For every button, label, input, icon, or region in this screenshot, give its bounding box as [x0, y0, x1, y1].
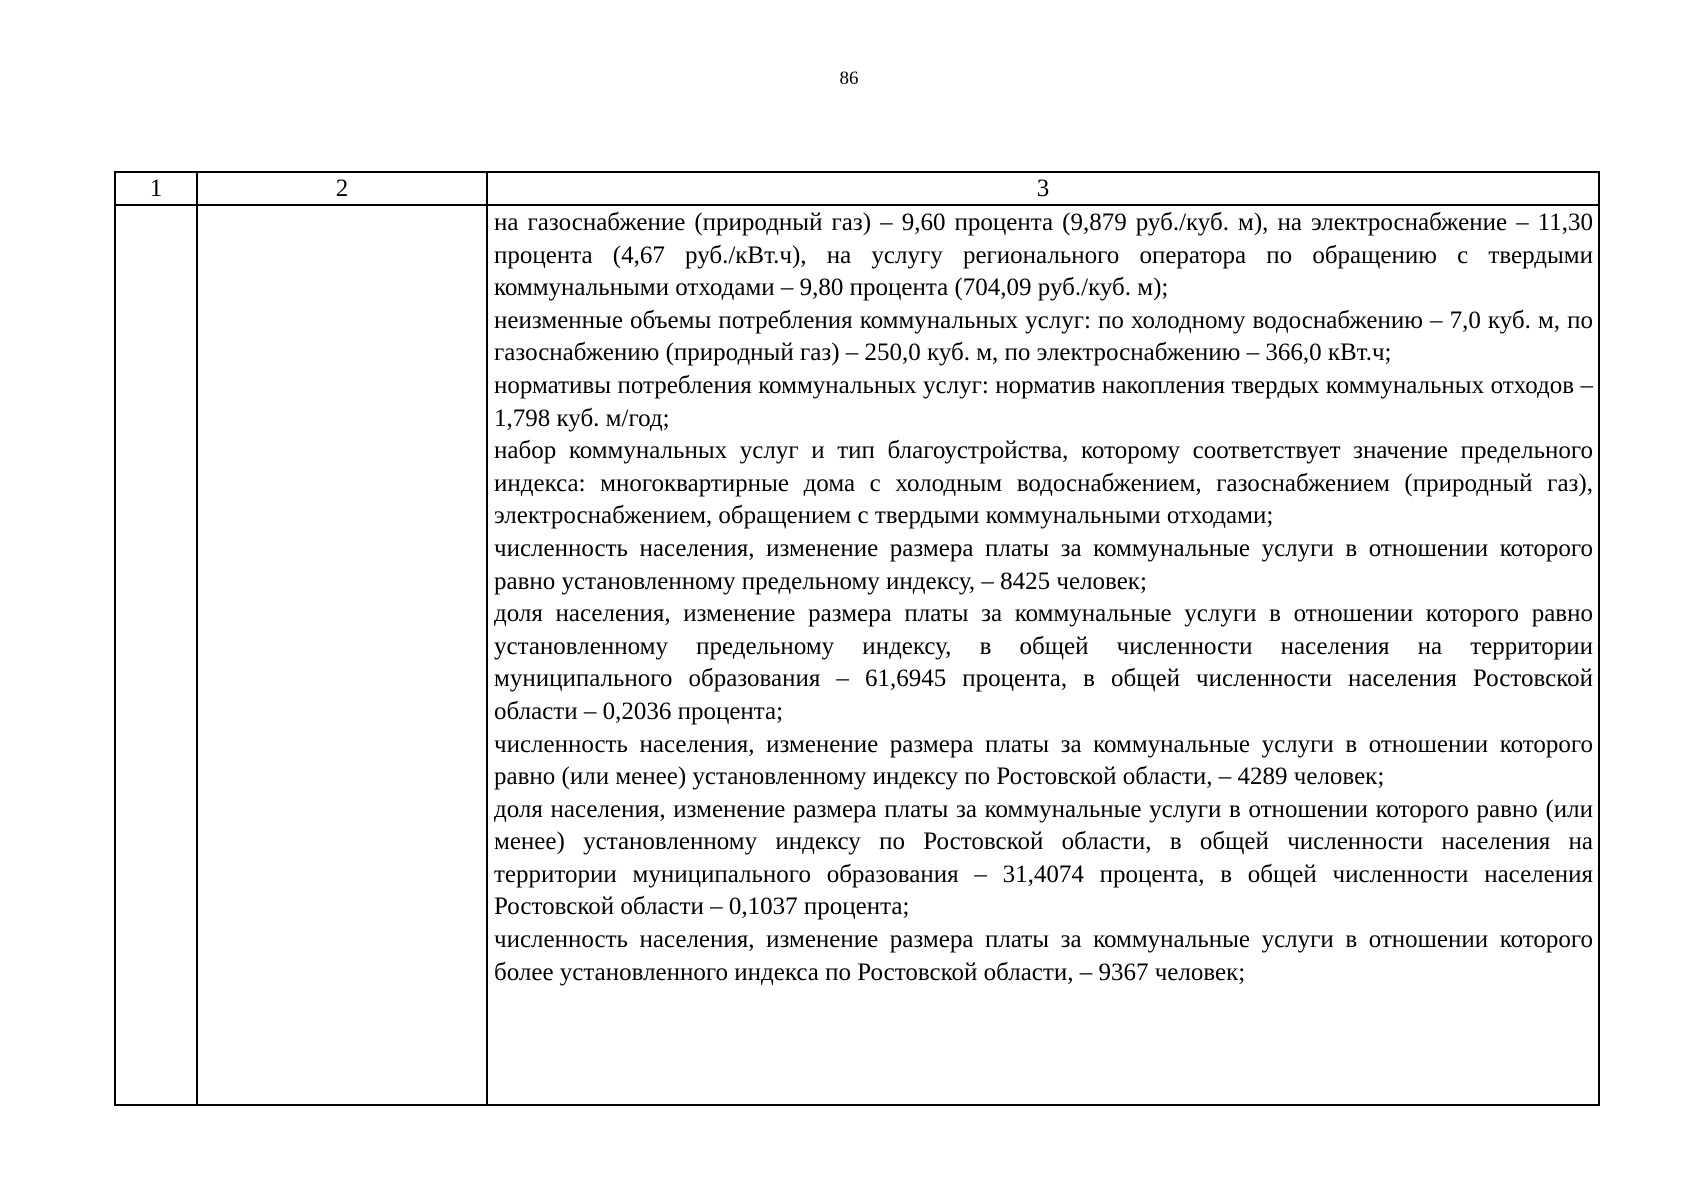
page-number: 86 [839, 68, 859, 89]
table-row [115, 205, 1599, 1105]
paragraph-share-equal: доля населения, изменение размера платы за коммунальные услуги в отношении которого равно установленному предельному индексу, в общей численности населения на территории муниципального образования – 61,6945 процента, в общей численности населения Ростовской области – 0,2036 процента; [494, 600, 1593, 725]
column-header-1: 1 [115, 172, 197, 205]
column-header-3: 3 [487, 172, 1599, 205]
paragraph-tariff-increase: на газоснабжение (природный газ) – 9,60 процента (9,879 руб./куб. м), на электроснабжение – 11,30 процента (4,67 руб./кВт.ч), на услугу регионального оператора по обращению с твердыми коммунальными отходами – 9,80 процента (704,09 руб./куб. м); [494, 209, 1593, 302]
column-header-2: 2 [197, 172, 487, 205]
table-header-row [115, 172, 1599, 205]
paragraph-consumption-norms: нормативы потребления коммунальных услуг: норматив накопления твердых коммунальных отходов – 1,798 куб. м/год; [494, 371, 1593, 432]
paragraph-share-equal-or-less: доля населения, изменение размера платы за коммунальные услуги в отношении которого равно (или менее) установленному индексу по Ростовской области, в общей численности населения на территории муниципального образования – 31,4074 процента, в общей численности населения Ростовской области – 0,1037 процента; [494, 795, 1593, 921]
paragraph-population-equal: численность населения, изменение размера платы за коммунальные услуги в отношении которого равно установленному предельному индексу, – 8425 человек; [494, 534, 1593, 595]
paragraph-consumption-volumes: неизменные объемы потребления коммунальных услуг: по холодному водоснабжению – 7,0 куб. м, по газоснабжению (природный газ) – 250,0 куб. м, по электроснабжению – 366,0 кВт.ч; [494, 306, 1593, 367]
paragraph-population-more: численность населения, изменение размера платы за коммунальные услуги в отношении которого более установленного индекса по Ростовской области, – 9367 человек; [494, 926, 1593, 986]
document-table [114, 171, 1600, 1106]
row-cell-column-2 [197, 205, 487, 1105]
paragraph-services-set: набор коммунальных услуг и тип благоустройства, которому соответствует значение предельного индекса: многоквартирные дома с холодным водоснабжением, газоснабжением (природный газ), электроснабжением, обращением с твердыми коммунальными отходами; [494, 437, 1593, 530]
row-cell-column-1 [115, 205, 197, 1105]
paragraph-population-equal-or-less: численность населения, изменение размера платы за коммунальные услуги в отношении которого равно (или менее) установленному индексу по Ростовской области, – 4289 человек; [494, 730, 1593, 791]
row-cell-column-3 [487, 205, 1599, 1105]
